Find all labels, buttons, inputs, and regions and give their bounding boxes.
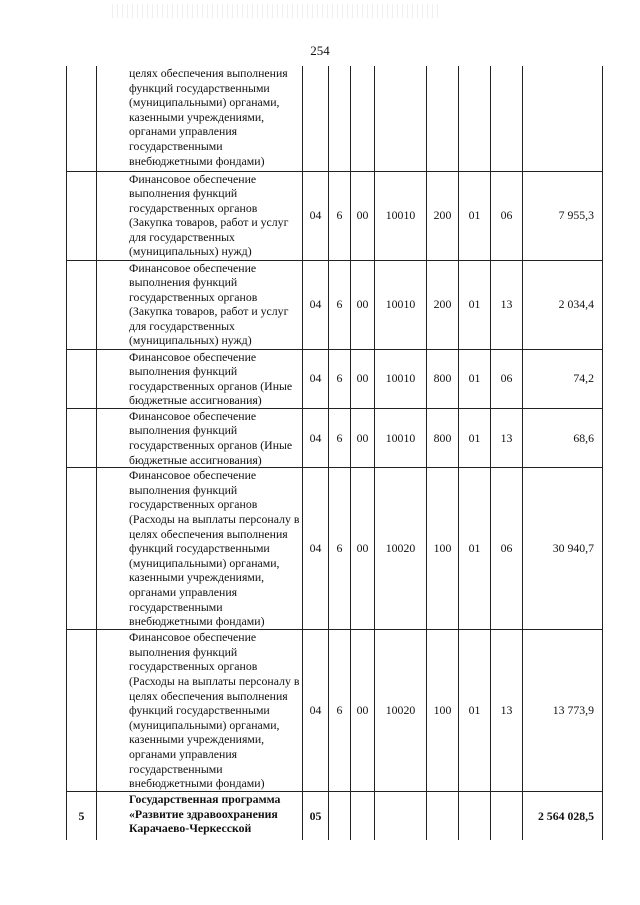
direction-code-cell bbox=[375, 66, 427, 171]
row-number-cell bbox=[67, 468, 97, 630]
section-cell: 01 bbox=[459, 468, 491, 630]
row-number-cell: 5 bbox=[67, 792, 97, 840]
event-code-cell: 00 bbox=[351, 630, 375, 792]
subprogram-code-cell: 6 bbox=[329, 349, 351, 408]
subsection-cell: 13 bbox=[491, 630, 523, 792]
scan-artifact bbox=[112, 4, 442, 18]
row-name-cell: Финансовое обеспечение выполнения функций государственных органов (Иные бюджетные ассигнования) bbox=[97, 349, 303, 408]
budget-table bbox=[66, 66, 603, 840]
row-number-cell bbox=[67, 349, 97, 408]
row-name-cell: Государственная программа «Развитие здравоохранения Карачаево-Черкесской bbox=[97, 792, 303, 840]
table-row bbox=[67, 349, 603, 408]
event-code-cell: 00 bbox=[351, 408, 375, 467]
subsection-cell: 13 bbox=[491, 260, 523, 349]
row-name-cell: Финансовое обеспечение выполнения функций государственных органов (Расходы на выплаты персоналу в целях обеспечения выполнения функций государственными (муниципальными) органами, казенными учреждениями, органами управления государственными внебюджетными фондами) bbox=[97, 630, 303, 792]
event-code-cell: 00 bbox=[351, 260, 375, 349]
program-code-cell: 04 bbox=[303, 260, 329, 349]
event-code-cell: 00 bbox=[351, 468, 375, 630]
direction-code-cell: 10020 bbox=[375, 468, 427, 630]
event-code-cell: 00 bbox=[351, 171, 375, 260]
event-code-cell bbox=[351, 66, 375, 171]
program-code-cell: 04 bbox=[303, 408, 329, 467]
amount-cell: 68,6 bbox=[523, 408, 603, 467]
program-code-cell: 04 bbox=[303, 468, 329, 630]
table-row bbox=[67, 792, 603, 840]
row-number-cell bbox=[67, 66, 97, 171]
expense-type-cell: 100 bbox=[427, 468, 459, 630]
table-row bbox=[67, 630, 603, 792]
direction-code-cell: 10020 bbox=[375, 630, 427, 792]
expense-type-cell bbox=[427, 66, 459, 171]
expense-type-cell: 200 bbox=[427, 260, 459, 349]
row-number-cell bbox=[67, 630, 97, 792]
row-name-cell: Финансовое обеспечение выполнения функций государственных органов (Закупка товаров, работ и услуг для государственных (муниципальных) нужд) bbox=[97, 260, 303, 349]
event-code-cell: 00 bbox=[351, 349, 375, 408]
event-code-cell bbox=[351, 792, 375, 840]
row-number-cell bbox=[67, 171, 97, 260]
expense-type-cell: 800 bbox=[427, 408, 459, 467]
row-number-cell bbox=[67, 260, 97, 349]
page-number: 254 bbox=[310, 43, 330, 58]
direction-code-cell: 10010 bbox=[375, 260, 427, 349]
section-cell: 01 bbox=[459, 630, 491, 792]
subprogram-code-cell: 6 bbox=[329, 468, 351, 630]
subsection-cell: 13 bbox=[491, 408, 523, 467]
amount-cell: 2 034,4 bbox=[523, 260, 603, 349]
program-code-cell: 04 bbox=[303, 349, 329, 408]
expense-type-cell bbox=[427, 792, 459, 840]
table-row bbox=[67, 66, 603, 171]
subprogram-code-cell: 6 bbox=[329, 630, 351, 792]
direction-code-cell bbox=[375, 792, 427, 840]
subprogram-code-cell: 6 bbox=[329, 260, 351, 349]
section-cell: 01 bbox=[459, 171, 491, 260]
program-code-cell bbox=[303, 66, 329, 171]
program-code-cell: 04 bbox=[303, 630, 329, 792]
direction-code-cell: 10010 bbox=[375, 408, 427, 467]
subprogram-code-cell bbox=[329, 66, 351, 171]
table-row bbox=[67, 171, 603, 260]
subsection-cell: 06 bbox=[491, 349, 523, 408]
row-name-cell: Финансовое обеспечение выполнения функций государственных органов (Расходы на выплаты персоналу в целях обеспечения выполнения функций государственными (муниципальными) органами, казенными учреждениями, органами управления государственными внебюджетными фондами) bbox=[97, 468, 303, 630]
subprogram-code-cell: 6 bbox=[329, 171, 351, 260]
table-row bbox=[67, 408, 603, 467]
table-row bbox=[67, 260, 603, 349]
expense-type-cell: 200 bbox=[427, 171, 459, 260]
direction-code-cell: 10010 bbox=[375, 171, 427, 260]
table-row bbox=[67, 468, 603, 630]
row-number-cell bbox=[67, 408, 97, 467]
amount-cell: 7 955,3 bbox=[523, 171, 603, 260]
subsection-cell: 06 bbox=[491, 171, 523, 260]
row-name-cell: Финансовое обеспечение выполнения функций государственных органов (Закупка товаров, работ и услуг для государственных (муниципальных) нужд) bbox=[97, 171, 303, 260]
subsection-cell bbox=[491, 792, 523, 840]
amount-cell: 13 773,9 bbox=[523, 630, 603, 792]
section-cell bbox=[459, 792, 491, 840]
row-name-cell: Финансовое обеспечение выполнения функций государственных органов (Иные бюджетные ассигнования) bbox=[97, 408, 303, 467]
program-code-cell: 04 bbox=[303, 171, 329, 260]
amount-cell: 30 940,7 bbox=[523, 468, 603, 630]
amount-cell: 2 564 028,5 bbox=[523, 792, 603, 840]
subsection-cell bbox=[491, 66, 523, 171]
section-cell bbox=[459, 66, 491, 171]
amount-cell bbox=[523, 66, 603, 171]
amount-cell: 74,2 bbox=[523, 349, 603, 408]
section-cell: 01 bbox=[459, 408, 491, 467]
subsection-cell: 06 bbox=[491, 468, 523, 630]
row-name-cell: целях обеспечения выполнения функций государственными (муниципальными) органами, казенными учреждениями, органами управления государственными внебюджетными фондами) bbox=[97, 66, 303, 171]
expense-type-cell: 100 bbox=[427, 630, 459, 792]
subprogram-code-cell: 6 bbox=[329, 408, 351, 467]
section-cell: 01 bbox=[459, 349, 491, 408]
direction-code-cell: 10010 bbox=[375, 349, 427, 408]
program-code-cell: 05 bbox=[303, 792, 329, 840]
subprogram-code-cell bbox=[329, 792, 351, 840]
section-cell: 01 bbox=[459, 260, 491, 349]
expense-type-cell: 800 bbox=[427, 349, 459, 408]
